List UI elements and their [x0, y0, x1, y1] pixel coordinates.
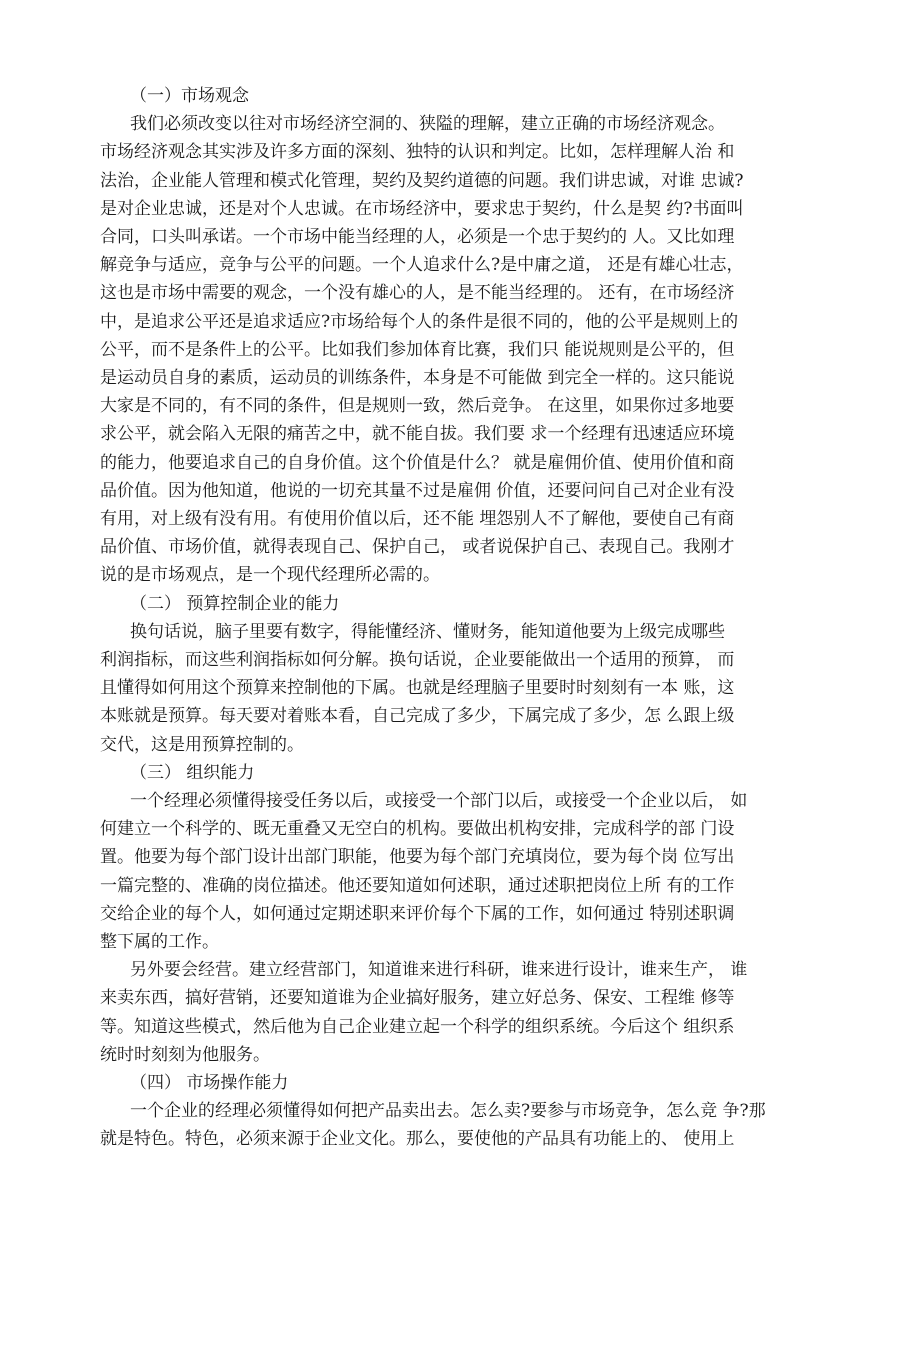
- text-line: 品价值。因为他知道，他说的一切充其量不过是雇佣 价值，还要问问自己对企业有没: [100, 480, 735, 501]
- text-line: （一）市场观念: [130, 86, 249, 106]
- text-line: 公平，而不是条件上的公平。比如我们参加体育比赛，我们只 能说规则是公平的，但: [100, 339, 735, 360]
- text-line: 整下属的工作。: [100, 932, 219, 952]
- text-line: 求公平，就会陷入无限的痛苦之中，就不能自拔。我们要 求一个经理有迅速适应环境: [100, 424, 735, 445]
- text-line: 解竞争与适应，竞争与公平的问题。一个人追求什么?是中庸之道， 还是有雄心壮志，: [100, 255, 744, 276]
- text-line: 我们必须改变以往对市场经济空洞的、狭隘的理解，建立正确的市场经济观念。: [130, 114, 725, 135]
- text-line: 交代，这是用预算控制的。: [100, 734, 304, 755]
- text-line: 且懂得如何用这个预算来控制他的下属。也就是经理脑子里要时时刻刻有一本 账，这: [100, 678, 735, 699]
- text-line: 何建立一个科学的、既无重叠又无空白的机构。要做出机构安排，完成科学的部 门设: [100, 819, 735, 840]
- text-line: 一篇完整的、准确的岗位描述。他还要知道如何述职，通过述职把岗位上所 有的工作: [100, 875, 735, 896]
- text-line: 就是特色。特色，必须来源于企业文化。那么，要使他的产品具有功能上的、 使用上: [100, 1129, 735, 1150]
- text-line: 统时时刻刻为他服务。: [100, 1044, 270, 1065]
- text-line: （三） 组织能力: [130, 762, 255, 783]
- text-line: 交给企业的每个人，如何通过定期述职来评价每个下属的工作，如何通过 特别述职调: [100, 903, 735, 924]
- text-line: 利润指标，而这些利润指标如何分解。换句话说，企业要能做出一个适用的预算， 而: [100, 650, 735, 670]
- text-line: 本账就是预算。每天要对着账本看，自己完成了多少，下属完成了多少，怎 么跟上级: [100, 706, 735, 727]
- text-line: 合同，口头叫承诺。一个市场中能当经理的人，必须是一个忠于契约的 人。又比如理: [100, 227, 735, 247]
- text-line: 一个经理必须懂得接受任务以后，或接受一个部门以后，或接受一个企业以后， 如: [130, 791, 748, 811]
- text-line: 说的是市场观点，是一个现代经理所必需的。: [100, 565, 440, 586]
- text-line: 是运动员自身的素质，运动员的训练条件，本身是不可能做 到完全一样的。这只能说: [100, 368, 735, 388]
- text-line: 一个企业的经理必须懂得如何把产品卖出去。怎么卖?要参与市场竞争，怎么竞 争?那: [130, 1101, 766, 1122]
- text-line: 来卖东西，搞好营销，还要知道谁为企业搞好服务，建立好总务、保安、工程维 修等: [100, 988, 735, 1009]
- text-line: 等。知道这些模式，然后他为自己企业建立起一个科学的组织系统。今后这个 组织系: [100, 1016, 735, 1037]
- text-line: 中，是追求公平还是追求适应?市场给每个人的条件是很不同的，他的公平是规则上的: [100, 311, 739, 332]
- text-line: 大家是不同的，有不同的条件，但是规则一致，然后竞争。 在这里，如果你过多地要: [100, 396, 735, 417]
- text-line: 的能力，他要追求自己的自身价值。这个价值是什么？ 就是雇佣价值、使用价值和商: [100, 452, 735, 473]
- text-line: 法治，企业能人管理和模式化管理，契约及契约道德的问题。我们讲忠诚，对谁 忠诚?: [100, 170, 744, 191]
- text-line: 市场经济观念其实涉及许多方面的深刻、独特的认识和判定。比如，怎样理解人治 和: [100, 142, 735, 163]
- text-line: 品价值、市场价值，就得表现自己、保护自己， 或者说保护自己、表现自己。我刚才: [100, 537, 735, 558]
- text-line: 是对企业忠诚，还是对个人忠诚。在市场经济中，要求忠于契约，什么是契 约?书面叫: [100, 198, 744, 219]
- text-line: 有用，对上级有没有用。有使用价值以后，还不能 埋怨别人不了解他，要使自己有商: [100, 509, 735, 529]
- text-line: （二） 预算控制企业的能力: [130, 593, 340, 614]
- text-line: 换句话说，脑子里要有数字，得能懂经济、懂财务，能知道他要为上级完成哪些: [130, 621, 725, 642]
- text-line: 这也是市场中需要的观念，一个没有雄心的人，是不能当经理的。 还有，在市场经济: [100, 283, 735, 304]
- text-line: 另外要会经营。建立经营部门，知道谁来进行科研，谁来进行设计，谁来生产， 谁: [130, 960, 748, 981]
- text-line: （四） 市场操作能力: [130, 1073, 289, 1093]
- text-line: 置。他要为每个部门设计出部门职能，他要为每个部门充填岗位，要为每个岗 位写出: [100, 847, 735, 868]
